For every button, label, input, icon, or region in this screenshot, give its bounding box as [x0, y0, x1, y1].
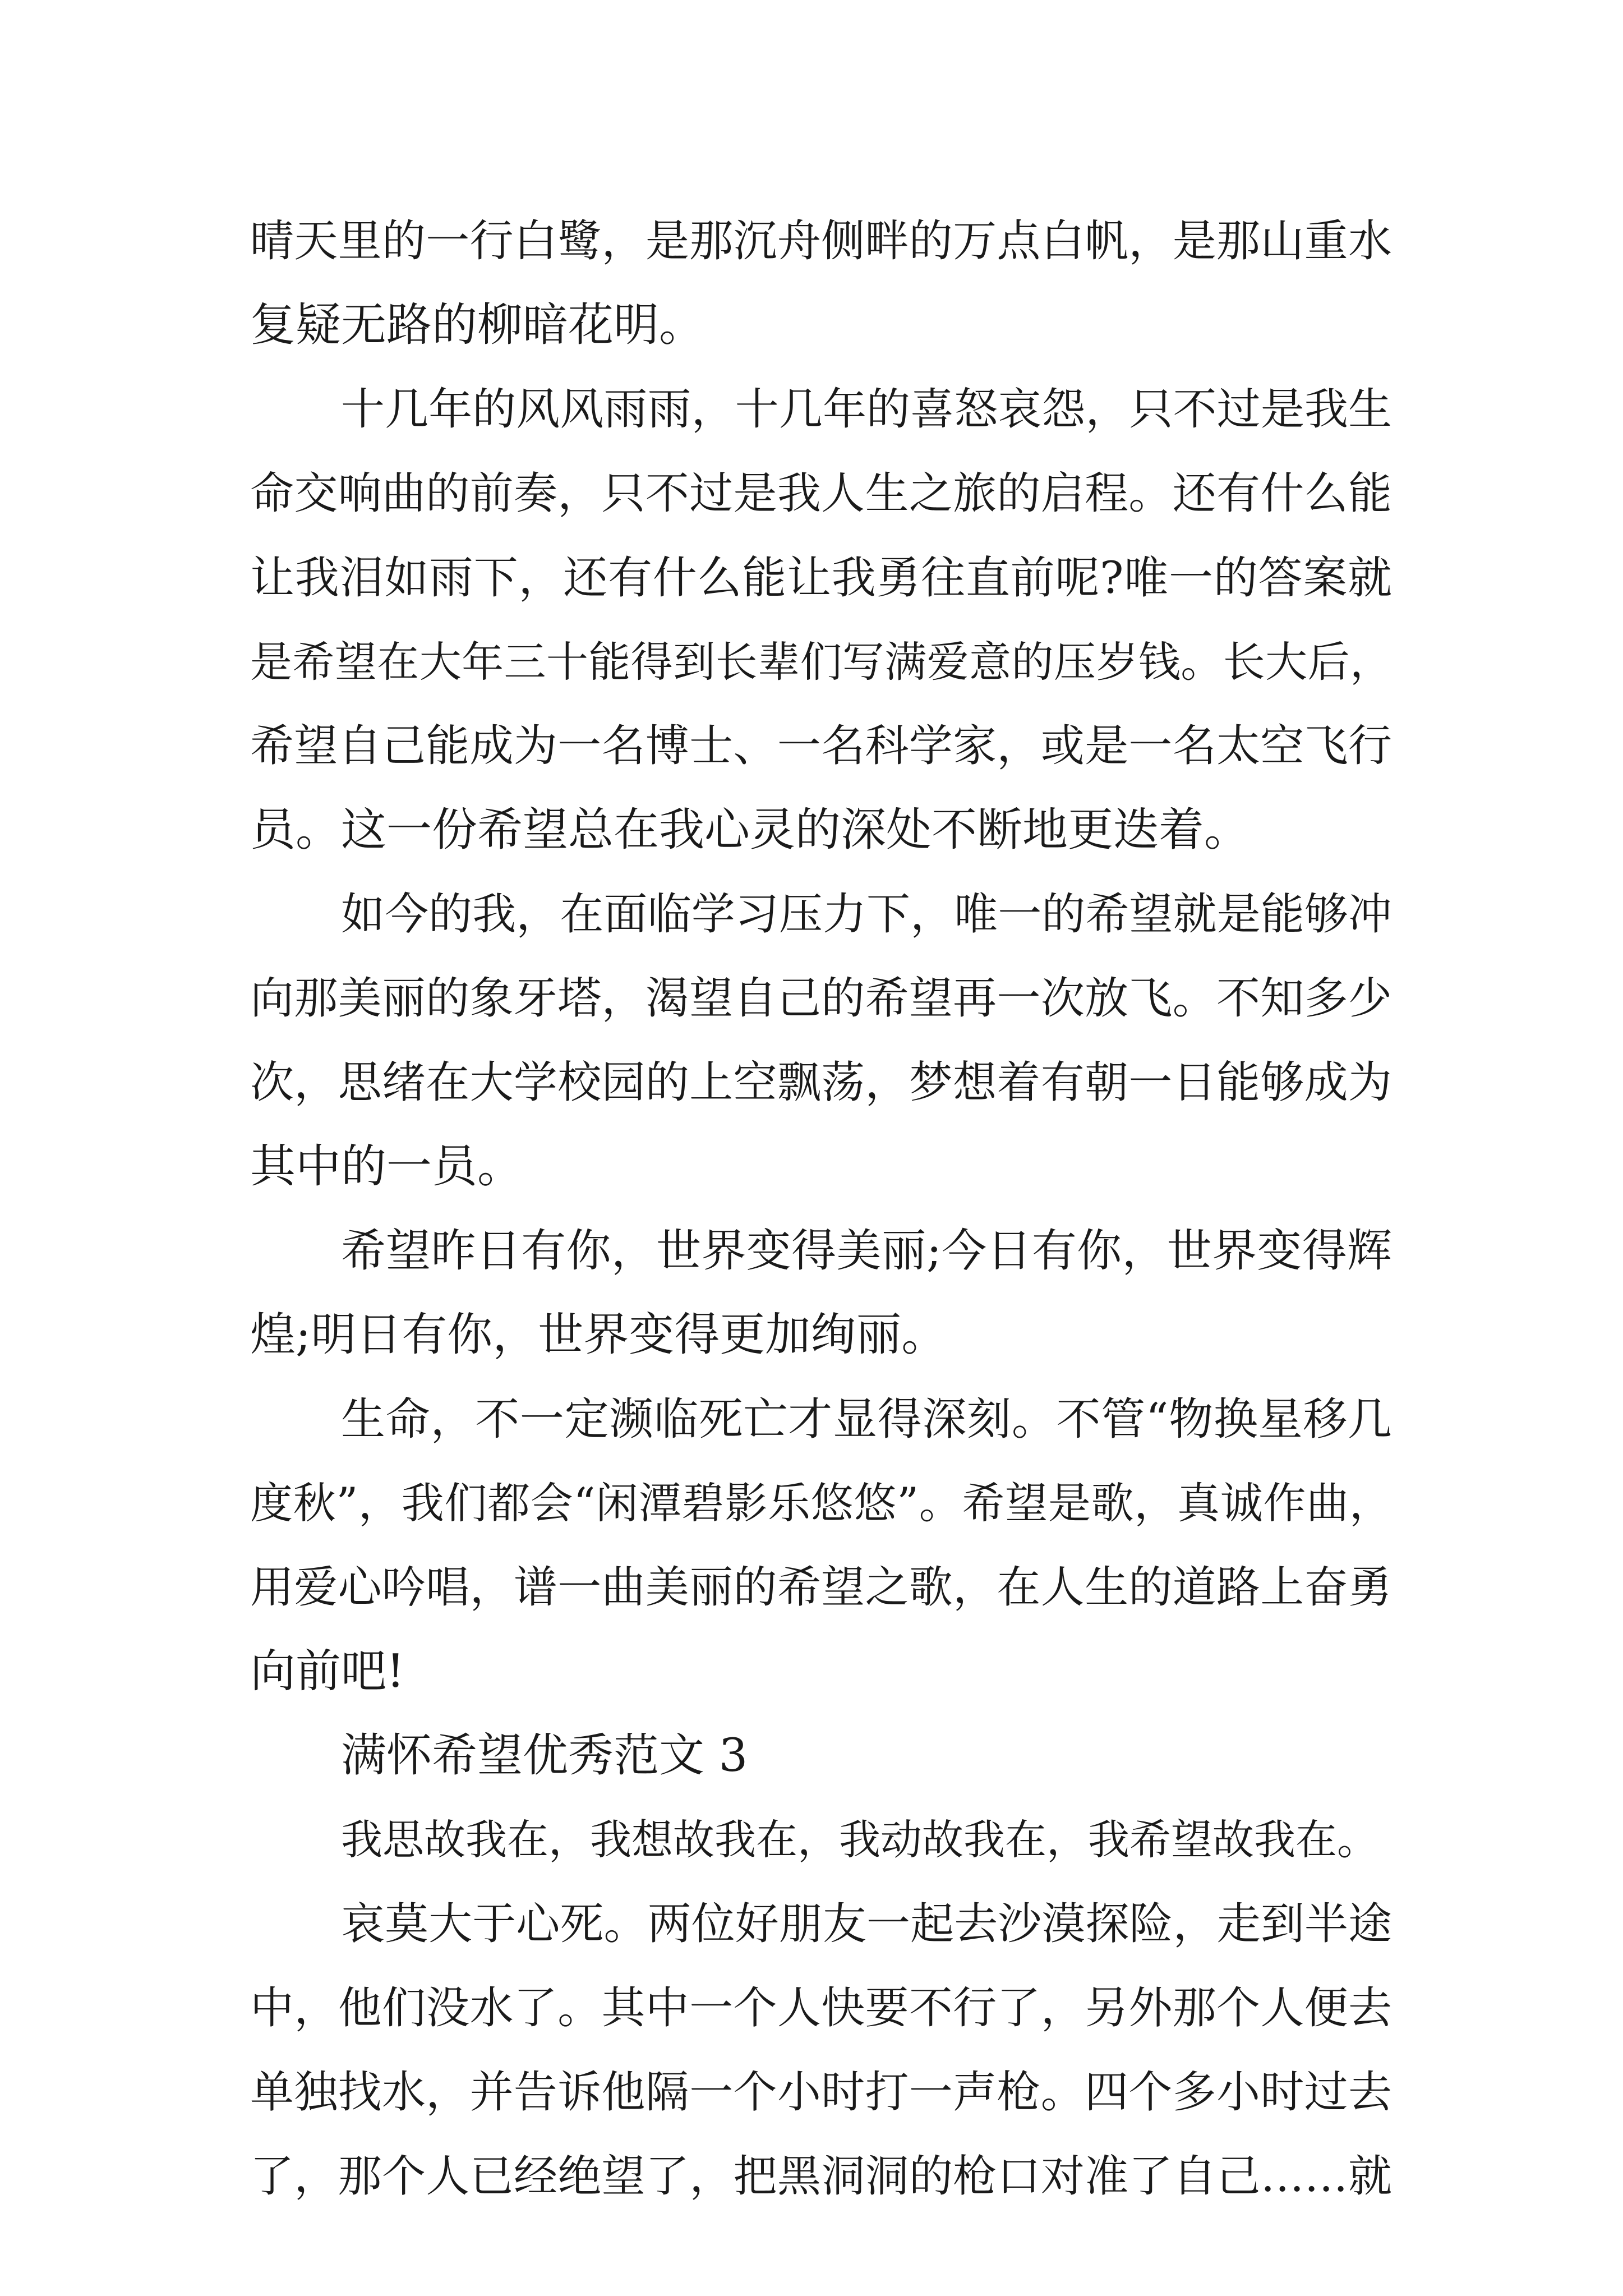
text-line: 向前吧!: [250, 1645, 405, 1698]
text-line: 单独找水，并告诉他隔一个小时打一声枪。四个多小时过去: [250, 2067, 1392, 2118]
text-line: 次，思绪在大学校园的上空飘荡，梦想着有朝一日能够成为: [250, 1057, 1392, 1108]
text-line: 十几年的风风雨雨，十几年的喜怒哀怨，只不过是我生: [341, 384, 1392, 435]
section-heading: 满怀希望优秀范文 3: [341, 1729, 748, 1782]
text-line: 哀莫大于心死。两位好朋友一起去沙漠探险，走到半途: [341, 1899, 1392, 1949]
article-body: [250, 199, 1392, 2219]
text-line: 煌;明日有你，世界变得更加绚丽。: [250, 1309, 947, 1361]
text-line: 晴天里的一行白鹭，是那沉舟侧畔的万点白帆，是那山重水: [250, 216, 1392, 266]
text-line: 用爱心吟唱，谱一曲美丽的希望之歌，在人生的道路上奋勇: [250, 1562, 1392, 1613]
text-line: 中，他们没水了。其中一个人快要不行了，另外那个人便去: [250, 1983, 1392, 2033]
text-line: 度秋”，我们都会“闲潭碧影乐悠悠”。希望是歌，真诚作曲，: [250, 1478, 1392, 1528]
text-line: 如今的我，在面临学习压力下，唯一的希望就是能够冲: [341, 889, 1392, 940]
text-line: 向那美丽的象牙塔，渴望自己的希望再一次放飞。不知多少: [250, 973, 1392, 1024]
text-line: 是希望在大年三十能得到长辈们写满爱意的压岁钱。长大后，: [250, 637, 1392, 687]
text-line: 其中的一员。: [250, 1140, 523, 1193]
text-line: 希望昨日有你，世界变得美丽;今日有你，世界变得辉: [341, 1225, 1392, 1277]
text-line: 命交响曲的前奏，只不过是我人生之旅的启程。还有什么能: [250, 468, 1392, 519]
text-line: 让我泪如雨下，还有什么能让我勇往直前呢?唯一的答案就: [250, 552, 1392, 604]
text-line: 复疑无路的柳暗花明。: [250, 299, 705, 352]
text-line: 希望自己能成为一名博士、一名科学家，或是一名太空飞行: [250, 721, 1392, 771]
text-line: 生命，不一定濒临死亡才显得深刻。不管“物换星移几: [341, 1393, 1392, 1445]
text-line: 员。这一份希望总在我心灵的深处不断地更迭着。: [250, 804, 1250, 857]
text-line: 了，那个人已经绝望了，把黑洞洞的枪口对准了自己……就: [250, 2151, 1392, 2202]
text-line: 我思故我在，我想故我在，我动故我在，我希望故我在。: [341, 1816, 1378, 1864]
